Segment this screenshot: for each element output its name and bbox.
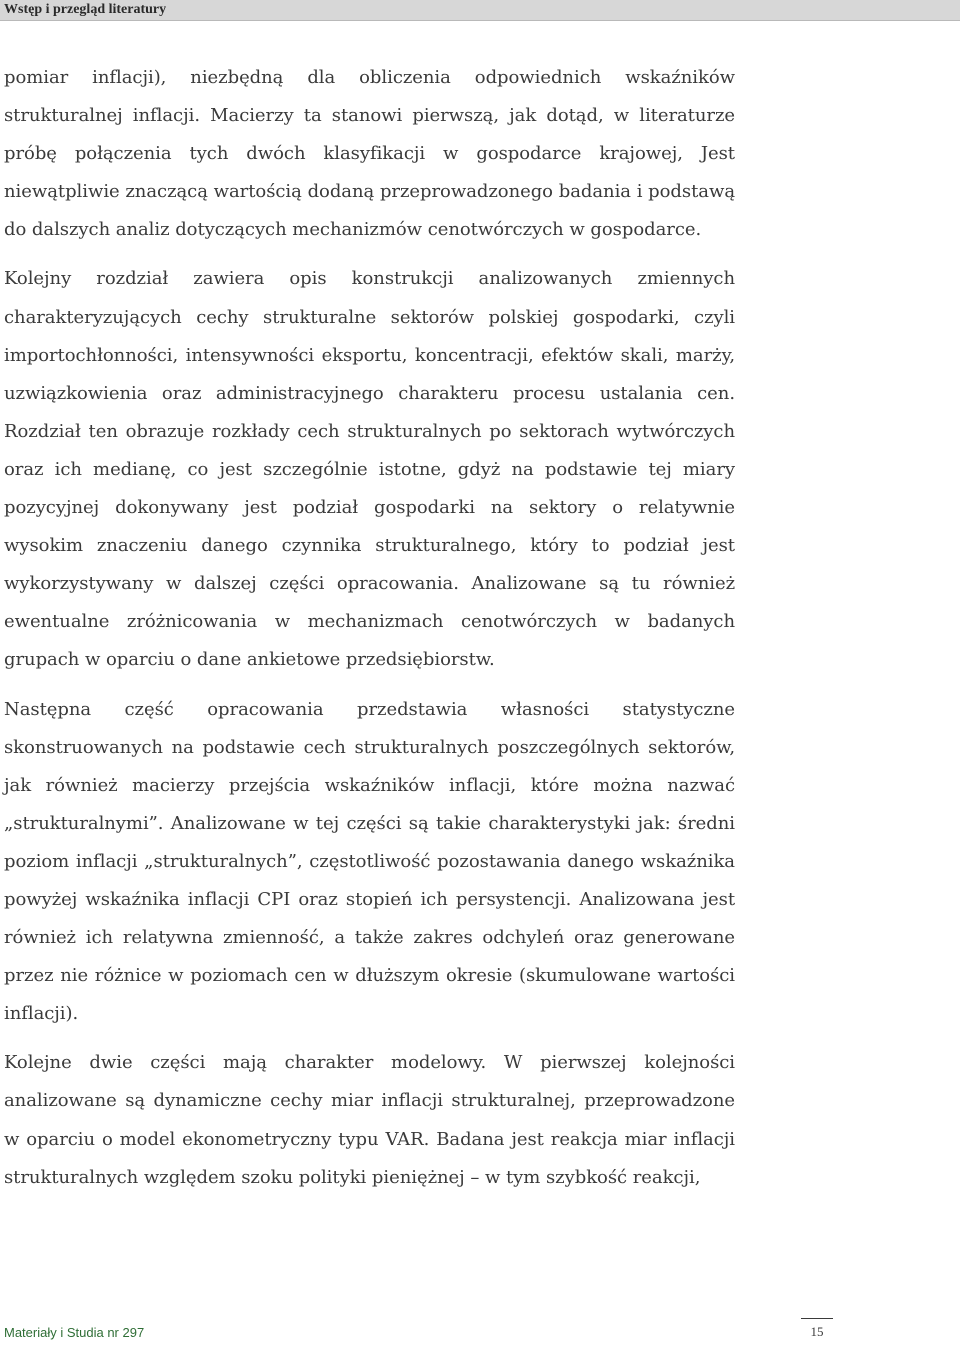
page-footer [0,1318,960,1350]
body-text [4,59,735,1208]
running-header [0,0,960,21]
page-number: 15 [801,1318,833,1340]
paragraph-2: Kolejny rozdział zawiera opis konstrukcji analizowanych zmiennych charakteryzujących cechy strukturalne sektorów polskiej gospodarki, czyli importochłonności, intensywności eksportu, koncentracji, efektów skali, marży, uzwiązkowienia oraz administracyjnego charakteru procesu ustalania cen. Rozdział ten obrazuje rozkłady cech strukturalnych po sektorach wytwórczych oraz ich medianę, co jest szczególnie istotne, gdyż na podstawie tej miary pozycyjnej dokonywany jest podział gospodarki na sektory o relatywnie wysokim znaczeniu danego czynnika strukturalnego, który to podział jest wykorzystywany w dalszej części opracowania. Analizowane są tu również ewentualne zróżnicowania w mechanizmach cenotwórczych w badanych grupach w oparciu o dane ankietowe przedsiębiorstw. [4,268,735,671]
paragraph-1: pomiar inflacji), niezbędną dla obliczenia odpowiednich wskaźników strukturalnej inflacji. Macierzy ta stanowi pierwszą, jak dotąd, w literaturze próbę połączenia tych dwóch klasyfikacji w gospodarce krajowej, Jest niewątpliwie znaczącą wartością dodaną przeprowadzonego badania i podstawą do dalszych analiz dotyczących mechanizmów cenotwórczych w gospodarce. [4,67,735,241]
paragraph-3: Następna część opracowania przedstawia własności statystyczne skonstruowanych na podstawie cech strukturalnych poszczególnych sektorów, jak również macierzy przejścia wskaźników inflacji, które można nazwać „strukturalnymi”. Analizowane w tej części są takie charakterystyki jak: średni poziom inflacji „strukturalnych”, częstotliwość pozostawania danego wskaźnika powyżej wskaźnika inflacji CPI oraz stopień ich persystencji. Analizowana jest również ich relatywna zmienność, a także zakres odchyleń oraz generowane przez nie różnice w poziomach cen w dłuższym okresie (skumulowane wartości inflacji). [4,698,735,1025]
paragraph-4: Kolejne dwie części mają charakter modelowy. W pierwszej kolejności analizowane są dynamiczne cechy miar inflacji strukturalnej, przeprowadzone w oparciu o model ekonometryczny typu VAR. Badana jest reakcja miar inflacji strukturalnych względem szoku polityki pieniężnej – w tym szybkość reakcji, [4,1052,735,1188]
footer-series-title: Materiały i Studia nr 297 [4,1325,145,1340]
running-header-title: Wstęp i przegląd literatury [4,2,167,17]
